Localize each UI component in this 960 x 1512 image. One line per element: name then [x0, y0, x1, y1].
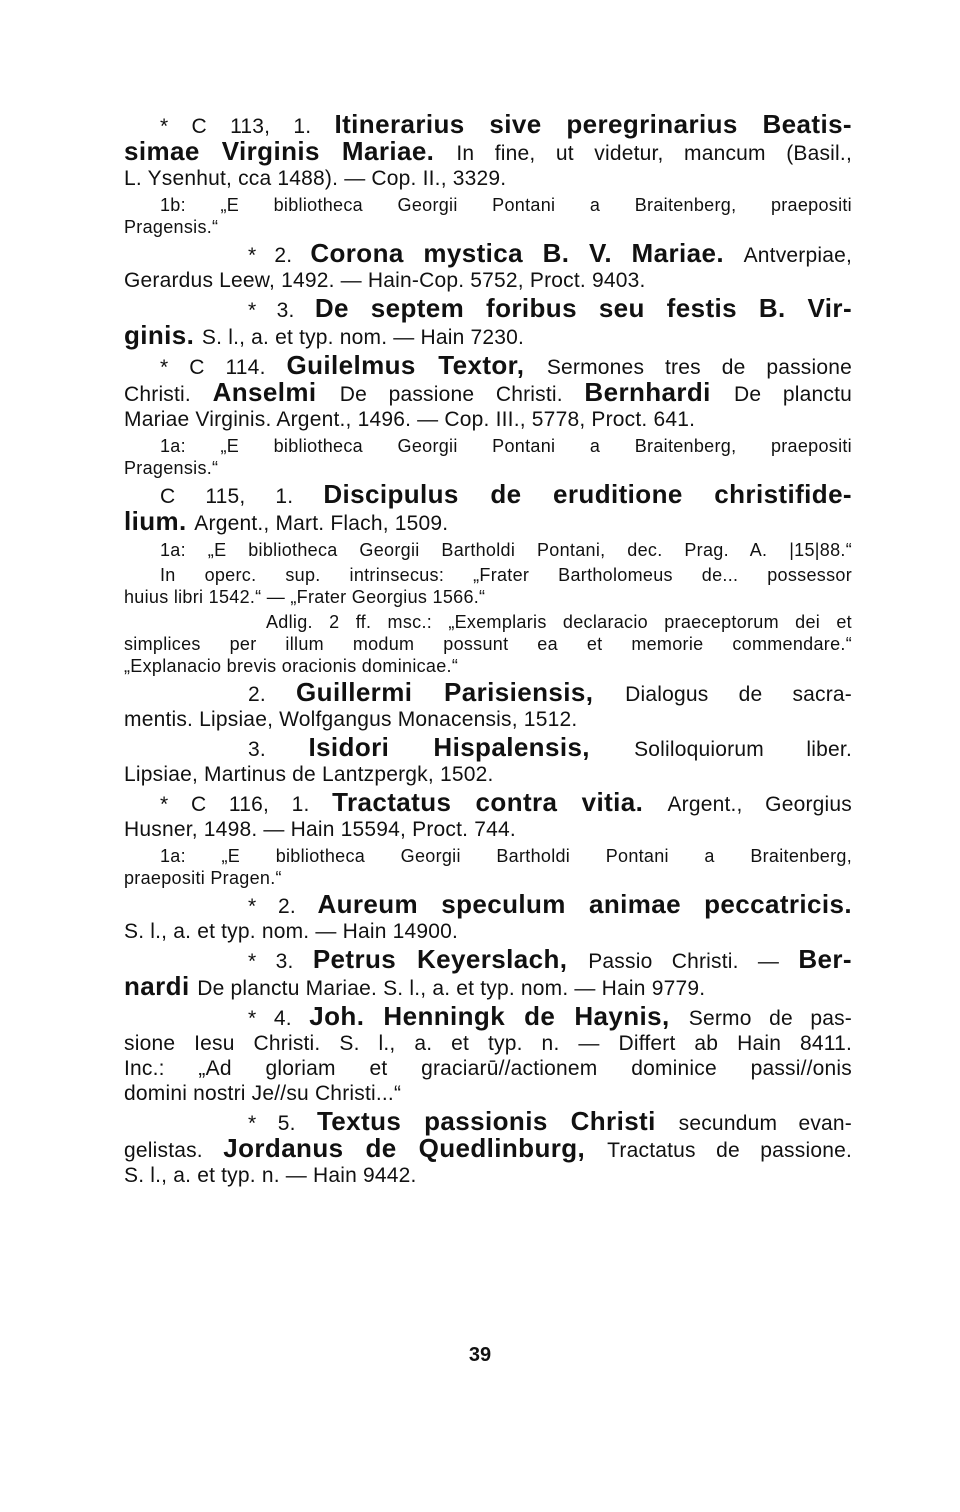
text-span: S. l., a. et typ. n. — Hain 9442.	[124, 1164, 417, 1187]
text-line	[124, 655, 852, 677]
bold-heading-span: Petrus Keyerslach,	[312, 944, 589, 974]
text-line	[124, 109, 852, 139]
text-span: 2.	[248, 683, 297, 706]
text-span: * 4.	[248, 1007, 310, 1030]
text-span: Gerardus Leew, 1492. — Hain-Cop. 5752, Proct. 9403.	[124, 269, 646, 292]
text-span: domini nostri Je//su Christi...“	[124, 1082, 402, 1105]
text-span: Argent., Georgius	[667, 793, 852, 816]
text-span: * C 116, 1.	[160, 793, 333, 816]
text-line	[124, 350, 852, 380]
bold-heading-span: Corona mystica B. V. Mariae.	[310, 238, 744, 268]
bold-heading-span: Guilelmus Textor,	[286, 350, 547, 380]
text-span: C 115, 1.	[160, 485, 324, 508]
text-line	[124, 1163, 852, 1188]
text-line	[124, 479, 852, 509]
text-line	[124, 216, 852, 238]
text-span: * 2.	[248, 895, 318, 918]
text-line	[124, 1031, 852, 1056]
text-span: secundum evan-	[678, 1112, 853, 1135]
text-span: 1b: „E bibliotheca Georgii Pontani a Braitenberg, praepositi	[160, 195, 852, 215]
text-line	[124, 1106, 853, 1136]
text-line	[124, 268, 852, 293]
text-line	[124, 564, 852, 586]
text-line	[124, 1001, 852, 1031]
text-line	[124, 586, 852, 608]
text-line	[124, 611, 852, 633]
text-line	[124, 1081, 852, 1106]
text-line	[124, 944, 852, 974]
page-text	[124, 109, 853, 1188]
bold-heading-span: De septem foribus seu festis B. Vir-	[314, 293, 853, 323]
text-span: Soliloquiorum liber.	[634, 738, 852, 761]
text-span: Argent., Mart. Flach, 1509.	[194, 512, 449, 535]
text-span: Pragensis.“	[124, 217, 219, 237]
text-span: S. l., a. et typ. nom. — Hain 14900.	[124, 920, 459, 943]
text-line	[124, 377, 852, 407]
bold-heading-span: Anselmi	[212, 377, 340, 407]
text-span: L. Ysenhut, cca 1488). — Cop. II., 3329.	[124, 167, 507, 190]
text-span: Adlig. 2 ff. msc.: „Exemplaris declaracio praeceptorum dei et	[266, 612, 852, 632]
text-line	[124, 919, 852, 944]
text-line	[124, 817, 852, 842]
text-line	[124, 457, 852, 479]
text-line	[124, 787, 852, 817]
text-line	[124, 194, 852, 216]
text-line	[124, 539, 852, 561]
bold-heading-span: Isidori Hispalensis,	[308, 732, 635, 762]
bold-heading-span: Joh. Henningk de Haynis,	[309, 1001, 689, 1031]
text-span: Sermones tres de passione	[546, 356, 852, 379]
text-span: gelistas.	[124, 1139, 224, 1162]
text-span: De planctu	[734, 383, 852, 406]
bold-heading-span: Jordanus de Quedlinburg,	[223, 1133, 608, 1163]
text-line	[124, 762, 852, 787]
text-span: Lipsiae, Martinus de Lantzpergk, 1502.	[124, 763, 494, 786]
text-span: * 2.	[248, 244, 311, 267]
text-span: In fine, ut videtur, mancum (Basil.,	[456, 142, 852, 165]
text-line	[124, 889, 853, 919]
text-span: Pragensis.“	[124, 458, 219, 478]
text-span: 3.	[248, 738, 309, 761]
bold-heading-span: Ber-	[798, 944, 852, 974]
text-line	[124, 293, 853, 323]
text-span: mentis. Lipsiae, Wolfgangus Monacensis, 1512.	[124, 708, 578, 731]
text-line	[124, 845, 852, 867]
text-span: * C 113, 1.	[160, 115, 335, 138]
bold-heading-span: Itinerarius sive peregrinarius Beatis-	[334, 109, 852, 139]
bold-heading-span: Aureum speculum animae peccatricis.	[317, 889, 853, 919]
text-line	[124, 633, 852, 655]
text-line	[124, 407, 852, 432]
text-span: simplices per illum modum possunt ea et memorie commendare.“	[124, 634, 852, 654]
page-number: 39	[468, 1344, 492, 1366]
bold-heading-span: Guillermi Parisiensis,	[296, 677, 626, 707]
text-span: Sermo de pas-	[688, 1007, 852, 1030]
text-span: * 5.	[248, 1112, 317, 1135]
text-line	[124, 971, 852, 1001]
text-span: Christi.	[124, 383, 213, 406]
text-span: Husner, 1498. — Hain 15594, Proct. 744.	[124, 818, 516, 841]
bold-heading-span: lium.	[124, 506, 195, 536]
text-span: huius libri 1542.“ — „Frater Georgius 1566.“	[124, 587, 486, 607]
text-span: De passione Christi.	[339, 383, 585, 406]
bold-heading-span: Tractatus contra vitia.	[332, 787, 668, 817]
bold-heading-span: simae Virginis Mariae.	[124, 136, 457, 166]
text-span: * 3.	[248, 950, 313, 973]
bold-heading-span: nardi	[124, 971, 198, 1001]
text-line	[124, 1133, 852, 1163]
text-line	[124, 166, 852, 191]
text-span: S. l., a. et typ. nom. — Hain 7230.	[201, 326, 525, 349]
text-span: „Explanacio brevis oracionis dominicae.“	[124, 656, 459, 676]
text-line	[124, 435, 852, 457]
text-line	[124, 707, 852, 732]
text-span: praepositi Pragen.“	[124, 868, 282, 888]
text-span: Passio Christi. —	[588, 950, 799, 973]
text-span: * 3.	[248, 299, 315, 322]
text-line	[124, 506, 852, 536]
text-span: 1a: „E bibliotheca Georgii Pontani a Braitenberg, praepositi	[160, 436, 852, 456]
text-line	[124, 677, 852, 707]
text-span: 1a: „E bibliotheca Georgii Bartholdi Pontani, dec. Prag. A. |15|88.“	[160, 540, 852, 560]
bold-heading-span: Textus passionis Christi	[316, 1106, 679, 1136]
text-line	[124, 320, 852, 350]
text-line	[124, 732, 852, 762]
bold-heading-span: ginis.	[124, 320, 202, 350]
bold-heading-span: Bernhardi	[584, 377, 735, 407]
text-span: Inc.: „Ad gloriam et graciarū//actionem dominice passi//onis	[124, 1057, 852, 1080]
text-span: De planctu Mariae. S. l., a. et typ. nom. — Hain 9779.	[197, 977, 706, 1000]
text-line	[124, 867, 852, 889]
text-line	[124, 136, 852, 166]
text-span: In operc. sup. intrinsecus: „Frater Bartholomeus de... possessor	[160, 565, 852, 585]
text-line	[124, 1056, 852, 1081]
text-span: * C 114.	[160, 356, 287, 379]
text-span: Dialogus de sacra-	[625, 683, 852, 706]
text-span: Tractatus de passione.	[607, 1139, 852, 1162]
text-span: Mariae Virginis. Argent., 1496. — Cop. III., 5778, Proct. 641.	[124, 408, 696, 431]
text-span: sione Iesu Christi. S. l., a. et typ. n. — Differt ab Hain 8411.	[124, 1032, 852, 1055]
text-span: Antverpiae,	[743, 244, 853, 267]
text-span: 1a: „E bibliotheca Georgii Bartholdi Pontani a Braitenberg,	[160, 846, 852, 866]
text-line	[124, 238, 853, 268]
bold-heading-span: Discipulus de eruditione christifide-	[323, 479, 852, 509]
